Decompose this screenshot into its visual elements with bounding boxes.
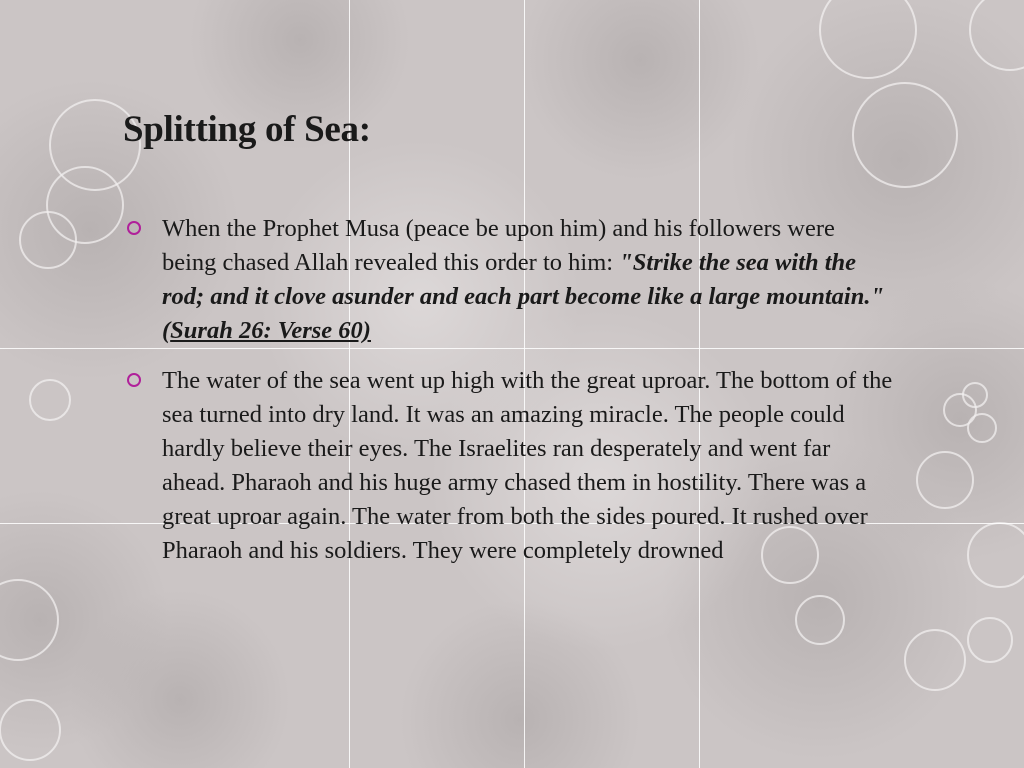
bullet-item-1 — [125, 212, 895, 348]
surah-reference: Surah 26: Verse 60) — [170, 317, 371, 344]
hollow-circle-bullet-icon — [127, 373, 141, 387]
bullet-text: When the Prophet Musa (peace be upon him) and his followers were being chased Allah revealed this order to him: — [162, 215, 835, 276]
quran-quote: "Strike the sea with the rod; and it clove asunder and each part become like a large mountain." — [162, 249, 885, 310]
slide-content — [125, 212, 895, 584]
reference-paren: ( — [162, 317, 171, 344]
bullet-text: The water of the sea went up high with the great uproar. The bottom of the sea turned into dry land. It was an amazing miracle. The people could hardly believe their eyes. The Israelites ran desperately and went far ahead. Pharaoh and his huge army chased them in hostility. There was a great uproar again. The water from both the sides poured. It rushed over Pharaoh and his soldiers. They were completely drowned — [162, 367, 893, 564]
bullet-item-2 — [125, 364, 895, 568]
slide-title: Splitting of Sea: — [123, 109, 371, 150]
hollow-circle-bullet-icon — [127, 221, 141, 235]
